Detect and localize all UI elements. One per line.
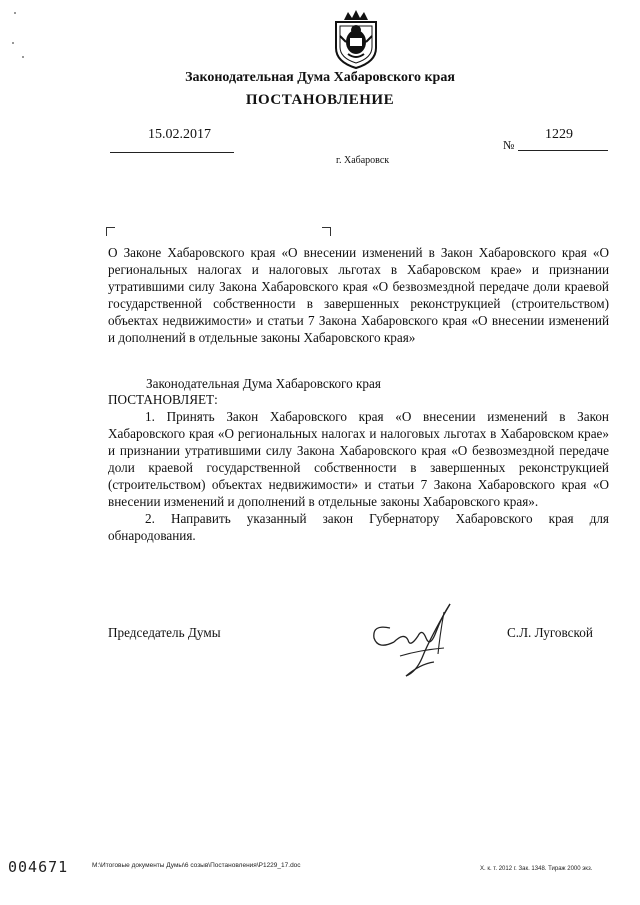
coat-of-arms-icon	[330, 8, 382, 70]
resolution-item-1: 1. Принять Закон Хабаровского края «О внесении изменений в Закон Хабаровского края «О региональных налогах и налоговых льготах в Хабаровском крае» и признании утратившими силу Закона Хабаровского края «О безвозмездной передаче доли краевой государственной собственности в завершенных реконструкцией (строительством) объектах недвижимости» и статьи 7 Закона Хабаровского края «О внесении изменений и дополнений в отдельные законы Хабаровского края».	[108, 409, 609, 509]
subject-bracket-left	[106, 227, 115, 236]
date-underline	[110, 152, 234, 153]
print-info: Х. к. т. 2012 г. Зак. 1348. Тираж 2000 экз.	[480, 866, 593, 872]
resolution-body	[108, 408, 609, 544]
signatory-title: Председатель Думы	[108, 625, 221, 640]
resolution-intro: Законодательная Дума Хабаровского края	[146, 376, 381, 391]
signature-icon	[360, 598, 470, 680]
scan-speck	[12, 42, 14, 44]
resolution-item-2: 2. Направить указанный закон Губернатору Хабаровского края для обнародования.	[108, 511, 609, 543]
document-date: 15.02.2017	[148, 127, 211, 142]
document-subject: О Законе Хабаровского края «О внесении изменений в Закон Хабаровского края «О региональных налогах и налоговых льготах в Хабаровском крае» и признании утратившими силу Закона Хабаровского края «О безвозмездной передаче доли краевой государственной собственности в завершенных реконструкцией (строительством) объектах недвижимости» и статьи 7 Закона Хабаровского края «О внесении изменений и дополнений в отдельные законы Хабаровского края»	[108, 245, 609, 345]
issuer-name: Законодательная Дума Хабаровского края	[185, 70, 455, 85]
document-type: ПОСТАНОВЛЕНИЕ	[245, 92, 395, 108]
subject-bracket-right	[322, 227, 331, 236]
number-label: №	[503, 138, 515, 152]
signatory-name: С.Л. Луговской	[507, 625, 593, 640]
file-path: M:\Итоговые документы Думы\6 созыв\Постановления\P1229_17.doc	[92, 862, 301, 869]
registration-number: 004671	[8, 858, 69, 876]
scan-speck	[14, 12, 16, 14]
scan-speck	[22, 56, 24, 58]
resolution-verb: ПОСТАНОВЛЯЕТ:	[108, 392, 218, 407]
city: г. Хабаровск	[336, 155, 390, 166]
document-number: 1229	[545, 127, 573, 142]
number-underline	[518, 150, 608, 151]
